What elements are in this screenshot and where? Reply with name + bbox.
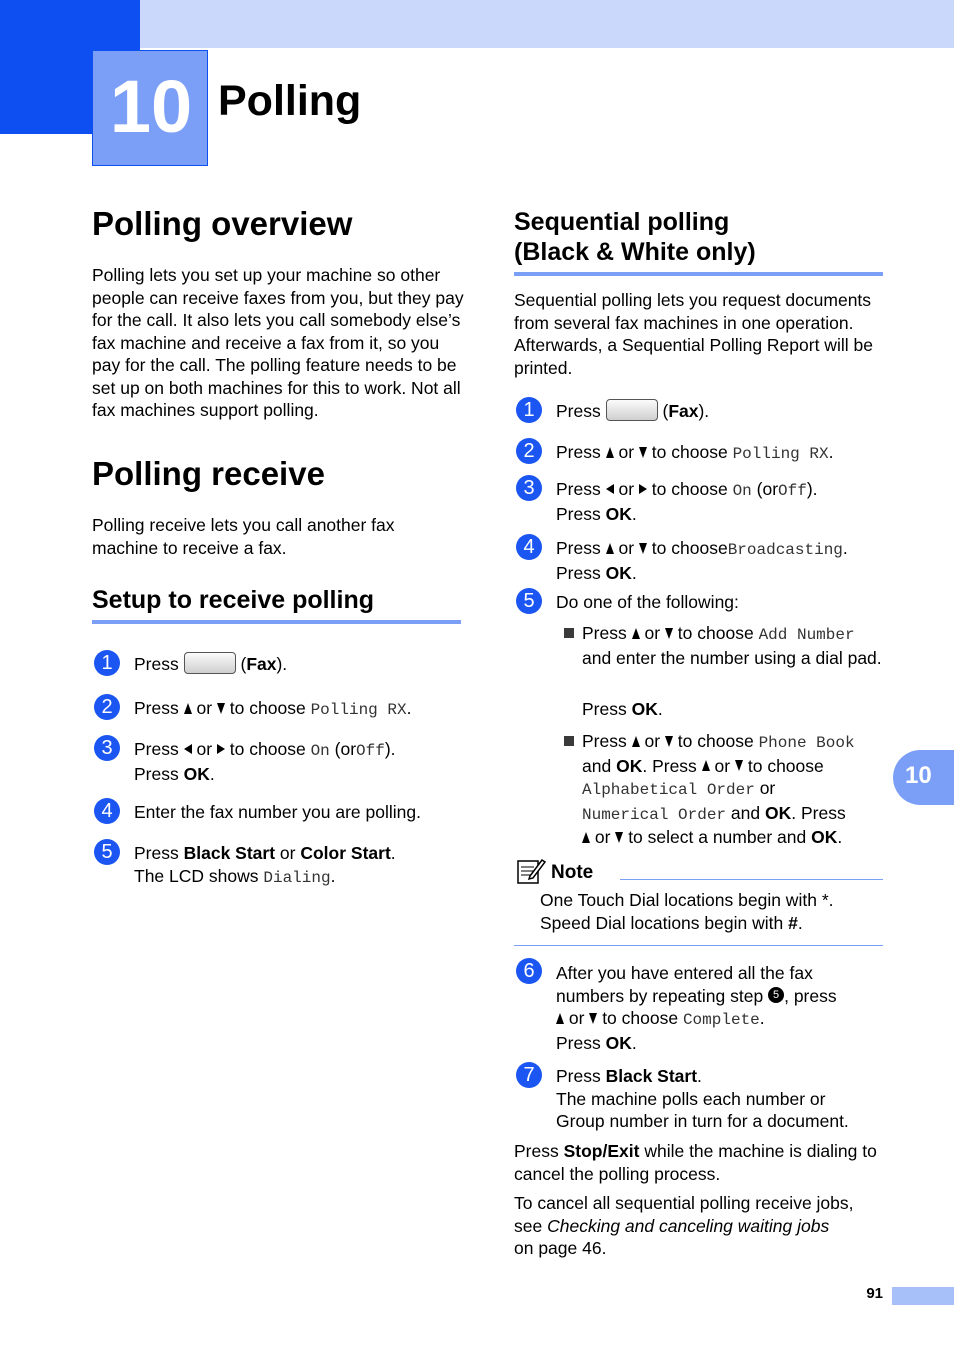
up-arrow-icon xyxy=(632,736,640,747)
step-number: 2 xyxy=(516,438,542,464)
step-number: 2 xyxy=(94,694,120,720)
overview-paragraph: Polling lets you set up your machine so other people can receive faxes from you, but they pay for the call. It also lets you call somebody else’s fax machine and receive a fax from it, so you pay for the call. The polling feature needs to be set up on both machines for this to work. Not all fax machines support polling. xyxy=(92,265,464,420)
right-step-3: Press or to choose On (orOff). Press OK. xyxy=(556,479,818,524)
bullet-marker xyxy=(564,736,574,746)
receive-heading: Polling receive xyxy=(92,455,325,492)
step-number: 1 xyxy=(516,397,542,423)
fax-key-icon[interactable] xyxy=(184,652,236,674)
note-title: Note xyxy=(551,862,594,883)
step-number: 5 xyxy=(516,588,542,614)
step-number: 3 xyxy=(516,475,542,501)
right-step-7: Press Black Start. The machine polls each number or Group number in turn for a document. xyxy=(556,1066,849,1131)
right-step-1: Press (Fax). xyxy=(556,401,710,421)
step-number: 7 xyxy=(516,1062,542,1088)
menu-option: Broadcasting xyxy=(727,541,843,559)
menu-option: On xyxy=(310,742,330,760)
overview-heading: Polling overview xyxy=(92,205,353,242)
stop-exit-paragraph: Press Stop/Exit while the machine is dialing to cancel the polling process. xyxy=(514,1141,877,1184)
fax-key-label: Fax xyxy=(668,401,699,421)
menu-option: Add Number xyxy=(758,626,855,644)
up-arrow-icon xyxy=(632,628,640,639)
right-step-6: After you have entered all the fax numbers by repeating step 5 , press or to choose Complete. Press OK. xyxy=(556,963,837,1053)
step5-bullet-1-ok: Press OK. xyxy=(582,699,663,719)
note-bottom-rule xyxy=(514,945,883,946)
right-step-5: Do one of the following: xyxy=(556,592,739,612)
fax-key-label: Fax xyxy=(246,654,277,674)
down-arrow-icon xyxy=(665,628,673,639)
setup-heading: Setup to receive polling xyxy=(92,586,374,614)
step-number: 4 xyxy=(516,534,542,560)
menu-option: Alphabetical Order xyxy=(582,781,755,799)
fax-key-icon[interactable] xyxy=(606,399,658,421)
menu-option: Polling RX xyxy=(732,445,829,463)
side-tab-label: 10 xyxy=(905,762,932,789)
step-number: 5 xyxy=(94,839,120,865)
note-body: One Touch Dial locations begin with *. Speed Dial locations begin with #. xyxy=(540,890,834,933)
up-arrow-icon xyxy=(184,703,192,714)
footer-tab xyxy=(892,1287,954,1305)
up-arrow-icon xyxy=(582,832,590,843)
menu-option: Numerical Order xyxy=(582,805,727,824)
down-arrow-icon xyxy=(639,543,647,554)
menu-option: On xyxy=(732,482,752,500)
down-arrow-icon xyxy=(589,1013,597,1024)
left-arrow-icon xyxy=(606,484,614,494)
chapter-title: Polling xyxy=(218,77,362,125)
down-arrow-icon xyxy=(217,703,225,714)
up-arrow-icon xyxy=(556,1013,564,1024)
note-title-rule xyxy=(620,879,883,880)
lcd-value: Dialing xyxy=(263,868,331,887)
bullet-marker xyxy=(564,628,574,638)
left-step-5: Press Black Start or Color Start. The LCD shows Dialing. xyxy=(134,843,396,887)
down-arrow-icon xyxy=(639,447,647,458)
step-number: 6 xyxy=(516,958,542,984)
cancel-paragraph: To cancel all sequential polling receive jobs, see Checking and canceling waiting jobs on page 46. xyxy=(514,1193,854,1258)
chapter-number: 10 xyxy=(109,65,193,148)
step-number: 3 xyxy=(94,735,120,761)
up-arrow-icon xyxy=(702,760,710,771)
setup-heading-rule xyxy=(92,620,461,624)
right-arrow-icon xyxy=(639,484,647,494)
sequential-paragraph: Sequential polling lets you request documents from several fax machines in one operation. Afterwards, a Sequential Polling Report will be printed. xyxy=(514,290,873,378)
menu-option: Complete xyxy=(682,1011,760,1029)
menu-option: Polling RX xyxy=(310,701,407,719)
step5-bullet-2: Press or to choose Phone Book and OK. Press or to choose Alphabetical Order or Numerical Order and OK. Press or to select a number and OK. xyxy=(582,731,855,847)
sequential-heading-rule xyxy=(514,272,883,276)
menu-option: Off xyxy=(778,482,807,500)
up-arrow-icon xyxy=(606,447,614,458)
left-step-4: Enter the fax number you are polling. xyxy=(134,802,421,822)
page-number: 91 xyxy=(866,1285,883,1302)
menu-option: Off xyxy=(356,742,385,760)
left-step-1: Press (Fax). xyxy=(134,654,288,674)
step-number: 4 xyxy=(94,798,120,824)
down-arrow-icon xyxy=(735,760,743,771)
step5-bullet-1: Press or to choose Add Number and enter the number using a dial pad. xyxy=(582,623,882,668)
down-arrow-icon xyxy=(665,736,673,747)
right-step-2: Press or to choose Polling RX. xyxy=(556,442,834,463)
right-arrow-icon xyxy=(217,744,225,754)
note-icon xyxy=(516,856,546,886)
right-step-4: Press or to chooseBroadcasting. Press OK. xyxy=(556,538,848,583)
down-arrow-icon xyxy=(615,832,623,843)
step-reference-badge: 5 xyxy=(768,987,784,1003)
step-number: 1 xyxy=(94,650,120,676)
left-arrow-icon xyxy=(184,744,192,754)
header-light-band xyxy=(140,0,954,48)
receive-paragraph: Polling receive lets you call another fax machine to receive a fax. xyxy=(92,515,395,558)
cross-reference-link[interactable]: Checking and canceling waiting jobs xyxy=(547,1215,830,1236)
chapter-side-tab[interactable] xyxy=(893,750,954,805)
sequential-heading: Sequential polling (Black & White only) xyxy=(514,208,756,266)
menu-option: Phone Book xyxy=(758,734,855,752)
left-step-2: Press or to choose Polling RX. xyxy=(134,698,412,719)
up-arrow-icon xyxy=(606,543,614,554)
left-step-3: Press or to choose On (orOff). Press OK. xyxy=(134,739,396,784)
